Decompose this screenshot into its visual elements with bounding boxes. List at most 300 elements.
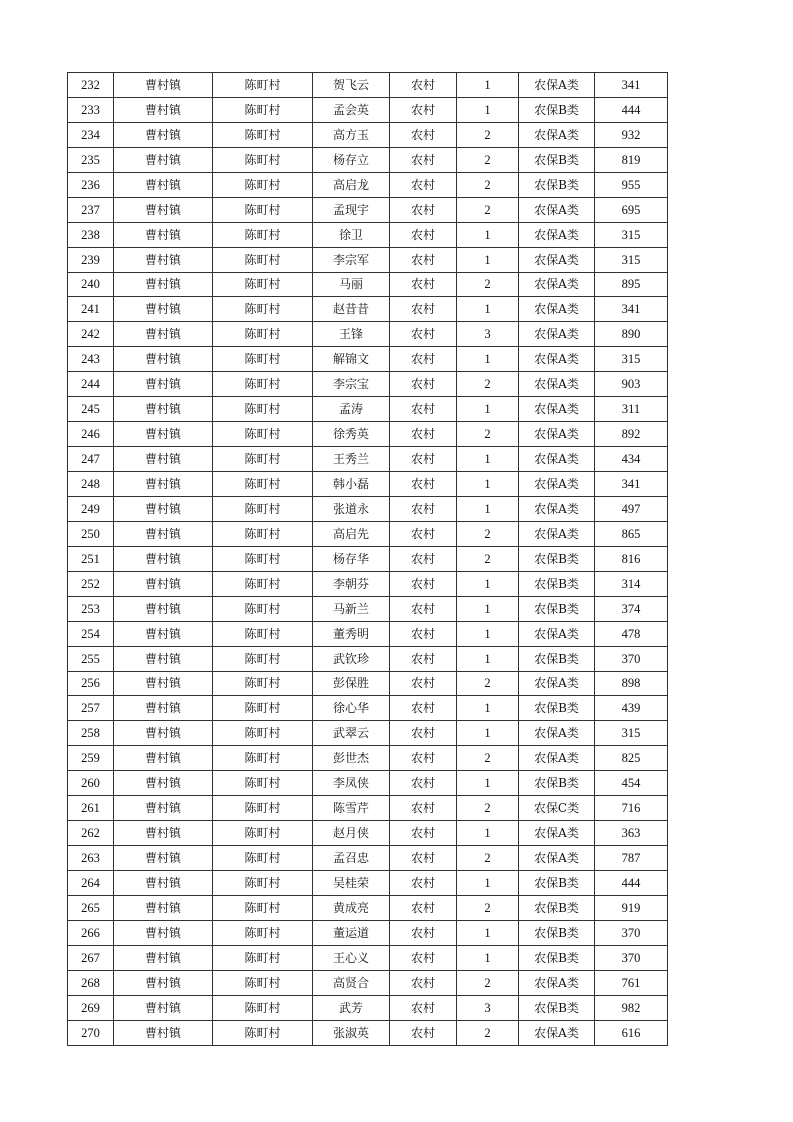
table-row	[68, 397, 668, 422]
cell-category: 农保A类	[519, 272, 595, 297]
cell-area-type: 农村	[390, 347, 457, 372]
cell-no: 241	[68, 297, 114, 322]
cell-count: 1	[457, 222, 519, 247]
cell-town: 曹村镇	[114, 571, 213, 596]
cell-no: 240	[68, 272, 114, 297]
cell-name: 陈雪芹	[313, 796, 390, 821]
cell-no: 245	[68, 397, 114, 422]
cell-name: 王秀兰	[313, 447, 390, 472]
cell-count: 1	[457, 297, 519, 322]
table-row	[68, 846, 668, 871]
cell-amount: 919	[595, 895, 668, 920]
cell-category: 农保A类	[519, 970, 595, 995]
cell-no: 270	[68, 1020, 114, 1045]
table-row	[68, 472, 668, 497]
cell-area-type: 农村	[390, 197, 457, 222]
cell-no: 266	[68, 920, 114, 945]
cell-category: 农保A类	[519, 496, 595, 521]
cell-town: 曹村镇	[114, 995, 213, 1020]
cell-name: 李朝芬	[313, 571, 390, 596]
cell-count: 2	[457, 272, 519, 297]
cell-no: 253	[68, 596, 114, 621]
cell-count: 2	[457, 970, 519, 995]
cell-town: 曹村镇	[114, 671, 213, 696]
cell-village: 陈町村	[213, 821, 313, 846]
cell-town: 曹村镇	[114, 621, 213, 646]
cell-no: 236	[68, 172, 114, 197]
cell-amount: 895	[595, 272, 668, 297]
cell-village: 陈町村	[213, 920, 313, 945]
cell-village: 陈町村	[213, 73, 313, 98]
cell-amount: 341	[595, 73, 668, 98]
cell-village: 陈町村	[213, 297, 313, 322]
cell-village: 陈町村	[213, 945, 313, 970]
cell-village: 陈町村	[213, 970, 313, 995]
cell-name: 马新兰	[313, 596, 390, 621]
cell-category: 农保A类	[519, 197, 595, 222]
cell-village: 陈町村	[213, 97, 313, 122]
cell-count: 1	[457, 496, 519, 521]
cell-area-type: 农村	[390, 596, 457, 621]
cell-area-type: 农村	[390, 472, 457, 497]
cell-category: 农保A类	[519, 821, 595, 846]
table-row	[68, 571, 668, 596]
cell-category: 农保A类	[519, 372, 595, 397]
cell-village: 陈町村	[213, 596, 313, 621]
table-row	[68, 920, 668, 945]
cell-count: 1	[457, 447, 519, 472]
cell-count: 1	[457, 397, 519, 422]
cell-area-type: 农村	[390, 1020, 457, 1045]
cell-town: 曹村镇	[114, 771, 213, 796]
cell-town: 曹村镇	[114, 422, 213, 447]
cell-no: 267	[68, 945, 114, 970]
cell-village: 陈町村	[213, 671, 313, 696]
cell-village: 陈町村	[213, 571, 313, 596]
cell-no: 238	[68, 222, 114, 247]
cell-area-type: 农村	[390, 970, 457, 995]
cell-amount: 363	[595, 821, 668, 846]
table-row	[68, 172, 668, 197]
cell-name: 李凤侠	[313, 771, 390, 796]
cell-amount: 819	[595, 147, 668, 172]
cell-area-type: 农村	[390, 122, 457, 147]
cell-count: 1	[457, 97, 519, 122]
cell-name: 解锦文	[313, 347, 390, 372]
cell-name: 韩小磊	[313, 472, 390, 497]
cell-amount: 315	[595, 347, 668, 372]
cell-town: 曹村镇	[114, 97, 213, 122]
cell-amount: 892	[595, 422, 668, 447]
cell-amount: 315	[595, 247, 668, 272]
cell-name: 徐心华	[313, 696, 390, 721]
cell-name: 孟涛	[313, 397, 390, 422]
cell-name: 王锋	[313, 322, 390, 347]
cell-amount: 434	[595, 447, 668, 472]
cell-count: 1	[457, 347, 519, 372]
cell-town: 曹村镇	[114, 73, 213, 98]
cell-no: 239	[68, 247, 114, 272]
cell-area-type: 农村	[390, 272, 457, 297]
cell-category: 农保A类	[519, 247, 595, 272]
cell-amount: 903	[595, 372, 668, 397]
cell-amount: 890	[595, 322, 668, 347]
cell-amount: 444	[595, 97, 668, 122]
cell-no: 258	[68, 721, 114, 746]
cell-amount: 695	[595, 197, 668, 222]
cell-town: 曹村镇	[114, 147, 213, 172]
cell-town: 曹村镇	[114, 646, 213, 671]
cell-village: 陈町村	[213, 372, 313, 397]
cell-town: 曹村镇	[114, 945, 213, 970]
cell-amount: 311	[595, 397, 668, 422]
cell-town: 曹村镇	[114, 347, 213, 372]
cell-category: 农保A类	[519, 746, 595, 771]
cell-amount: 454	[595, 771, 668, 796]
cell-amount: 816	[595, 546, 668, 571]
cell-village: 陈町村	[213, 621, 313, 646]
cell-no: 261	[68, 796, 114, 821]
cell-name: 高贤合	[313, 970, 390, 995]
cell-name: 张淑英	[313, 1020, 390, 1045]
table-row	[68, 322, 668, 347]
cell-town: 曹村镇	[114, 122, 213, 147]
table-row	[68, 796, 668, 821]
cell-count: 1	[457, 771, 519, 796]
cell-name: 高方玉	[313, 122, 390, 147]
cell-area-type: 农村	[390, 671, 457, 696]
cell-no: 250	[68, 521, 114, 546]
cell-village: 陈町村	[213, 995, 313, 1020]
cell-count: 2	[457, 422, 519, 447]
cell-village: 陈町村	[213, 771, 313, 796]
cell-area-type: 农村	[390, 846, 457, 871]
cell-category: 农保B类	[519, 895, 595, 920]
cell-amount: 341	[595, 472, 668, 497]
cell-count: 2	[457, 122, 519, 147]
cell-category: 农保B类	[519, 920, 595, 945]
cell-area-type: 农村	[390, 521, 457, 546]
table-row	[68, 521, 668, 546]
cell-area-type: 农村	[390, 571, 457, 596]
cell-category: 农保A类	[519, 73, 595, 98]
cell-count: 1	[457, 871, 519, 896]
cell-category: 农保B类	[519, 172, 595, 197]
table-row	[68, 496, 668, 521]
cell-village: 陈町村	[213, 846, 313, 871]
cell-amount: 370	[595, 646, 668, 671]
table-row	[68, 1020, 668, 1045]
table-row	[68, 621, 668, 646]
cell-category: 农保B类	[519, 596, 595, 621]
table-row	[68, 372, 668, 397]
cell-name: 徐秀英	[313, 422, 390, 447]
cell-count: 1	[457, 73, 519, 98]
table-row	[68, 247, 668, 272]
cell-name: 董运道	[313, 920, 390, 945]
cell-area-type: 农村	[390, 646, 457, 671]
cell-category: 农保B类	[519, 571, 595, 596]
cell-town: 曹村镇	[114, 696, 213, 721]
cell-village: 陈町村	[213, 422, 313, 447]
cell-name: 彭保胜	[313, 671, 390, 696]
cell-town: 曹村镇	[114, 297, 213, 322]
cell-village: 陈町村	[213, 871, 313, 896]
cell-name: 贺飞云	[313, 73, 390, 98]
table-row	[68, 272, 668, 297]
cell-village: 陈町村	[213, 447, 313, 472]
cell-count: 1	[457, 472, 519, 497]
cell-category: 农保B类	[519, 646, 595, 671]
table-row	[68, 222, 668, 247]
cell-village: 陈町村	[213, 721, 313, 746]
cell-town: 曹村镇	[114, 871, 213, 896]
cell-no: 232	[68, 73, 114, 98]
table-row	[68, 871, 668, 896]
cell-no: 242	[68, 322, 114, 347]
cell-area-type: 农村	[390, 422, 457, 447]
cell-area-type: 农村	[390, 895, 457, 920]
cell-amount: 761	[595, 970, 668, 995]
cell-name: 王心义	[313, 945, 390, 970]
cell-town: 曹村镇	[114, 596, 213, 621]
table-row	[68, 995, 668, 1020]
cell-category: 农保A类	[519, 422, 595, 447]
cell-count: 2	[457, 796, 519, 821]
table-row	[68, 895, 668, 920]
cell-amount: 865	[595, 521, 668, 546]
cell-no: 265	[68, 895, 114, 920]
table-row	[68, 696, 668, 721]
table-row	[68, 821, 668, 846]
cell-area-type: 农村	[390, 97, 457, 122]
cell-category: 农保A类	[519, 671, 595, 696]
cell-count: 1	[457, 821, 519, 846]
cell-name: 董秀明	[313, 621, 390, 646]
cell-amount: 370	[595, 945, 668, 970]
cell-village: 陈町村	[213, 496, 313, 521]
cell-category: 农保A类	[519, 521, 595, 546]
cell-area-type: 农村	[390, 546, 457, 571]
cell-village: 陈町村	[213, 122, 313, 147]
cell-count: 2	[457, 172, 519, 197]
table-row	[68, 671, 668, 696]
cell-area-type: 农村	[390, 73, 457, 98]
table-row	[68, 646, 668, 671]
cell-count: 2	[457, 746, 519, 771]
cell-category: 农保A类	[519, 447, 595, 472]
cell-name: 赵月侠	[313, 821, 390, 846]
cell-count: 1	[457, 646, 519, 671]
cell-amount: 955	[595, 172, 668, 197]
cell-amount: 478	[595, 621, 668, 646]
cell-town: 曹村镇	[114, 821, 213, 846]
cell-no: 260	[68, 771, 114, 796]
cell-village: 陈町村	[213, 1020, 313, 1045]
table-row	[68, 347, 668, 372]
cell-no: 256	[68, 671, 114, 696]
cell-category: 农保A类	[519, 222, 595, 247]
cell-area-type: 农村	[390, 721, 457, 746]
cell-village: 陈町村	[213, 895, 313, 920]
cell-count: 1	[457, 596, 519, 621]
cell-town: 曹村镇	[114, 172, 213, 197]
cell-name: 徐卫	[313, 222, 390, 247]
cell-town: 曹村镇	[114, 472, 213, 497]
cell-town: 曹村镇	[114, 197, 213, 222]
cell-no: 234	[68, 122, 114, 147]
cell-no: 251	[68, 546, 114, 571]
cell-amount: 825	[595, 746, 668, 771]
cell-count: 2	[457, 546, 519, 571]
cell-town: 曹村镇	[114, 322, 213, 347]
cell-area-type: 农村	[390, 920, 457, 945]
cell-amount: 787	[595, 846, 668, 871]
cell-name: 武翠云	[313, 721, 390, 746]
cell-no: 264	[68, 871, 114, 896]
cell-amount: 370	[595, 920, 668, 945]
cell-village: 陈町村	[213, 397, 313, 422]
cell-count: 2	[457, 521, 519, 546]
cell-area-type: 农村	[390, 821, 457, 846]
cell-count: 2	[457, 895, 519, 920]
cell-category: 农保B类	[519, 696, 595, 721]
cell-village: 陈町村	[213, 646, 313, 671]
cell-amount: 444	[595, 871, 668, 896]
cell-no: 249	[68, 496, 114, 521]
cell-name: 黄成亮	[313, 895, 390, 920]
cell-village: 陈町村	[213, 172, 313, 197]
cell-village: 陈町村	[213, 197, 313, 222]
cell-village: 陈町村	[213, 247, 313, 272]
cell-no: 257	[68, 696, 114, 721]
cell-no: 244	[68, 372, 114, 397]
table-row	[68, 197, 668, 222]
cell-town: 曹村镇	[114, 247, 213, 272]
table-row	[68, 596, 668, 621]
cell-no: 243	[68, 347, 114, 372]
cell-amount: 315	[595, 721, 668, 746]
cell-amount: 616	[595, 1020, 668, 1045]
cell-town: 曹村镇	[114, 746, 213, 771]
table-row	[68, 970, 668, 995]
cell-count: 2	[457, 1020, 519, 1045]
cell-category: 农保A类	[519, 397, 595, 422]
cell-village: 陈町村	[213, 472, 313, 497]
cell-no: 269	[68, 995, 114, 1020]
cell-no: 235	[68, 147, 114, 172]
cell-category: 农保A类	[519, 846, 595, 871]
cell-category: 农保A类	[519, 1020, 595, 1045]
cell-count: 1	[457, 920, 519, 945]
cell-no: 263	[68, 846, 114, 871]
cell-name: 彭世杰	[313, 746, 390, 771]
cell-amount: 341	[595, 297, 668, 322]
table-row	[68, 746, 668, 771]
cell-name: 杨存华	[313, 546, 390, 571]
cell-category: 农保A类	[519, 322, 595, 347]
table-body	[68, 73, 668, 1046]
cell-amount: 898	[595, 671, 668, 696]
cell-count: 1	[457, 721, 519, 746]
cell-village: 陈町村	[213, 546, 313, 571]
cell-category: 农保A类	[519, 472, 595, 497]
cell-count: 2	[457, 197, 519, 222]
table-row	[68, 771, 668, 796]
cell-count: 1	[457, 945, 519, 970]
cell-name: 李宗宝	[313, 372, 390, 397]
cell-village: 陈町村	[213, 796, 313, 821]
cell-count: 3	[457, 322, 519, 347]
cell-no: 255	[68, 646, 114, 671]
cell-area-type: 农村	[390, 496, 457, 521]
cell-no: 254	[68, 621, 114, 646]
cell-category: 农保B类	[519, 97, 595, 122]
cell-no: 237	[68, 197, 114, 222]
cell-count: 1	[457, 621, 519, 646]
cell-area-type: 农村	[390, 172, 457, 197]
cell-amount: 716	[595, 796, 668, 821]
cell-area-type: 农村	[390, 796, 457, 821]
cell-count: 2	[457, 147, 519, 172]
table-row	[68, 147, 668, 172]
table-row	[68, 122, 668, 147]
cell-town: 曹村镇	[114, 521, 213, 546]
cell-count: 2	[457, 846, 519, 871]
beneficiary-table	[67, 72, 668, 1046]
cell-name: 杨存立	[313, 147, 390, 172]
cell-name: 高启龙	[313, 172, 390, 197]
cell-no: 233	[68, 97, 114, 122]
cell-no: 268	[68, 970, 114, 995]
cell-no: 259	[68, 746, 114, 771]
cell-count: 1	[457, 247, 519, 272]
cell-name: 孟会英	[313, 97, 390, 122]
cell-name: 武芳	[313, 995, 390, 1020]
cell-village: 陈町村	[213, 272, 313, 297]
cell-town: 曹村镇	[114, 920, 213, 945]
cell-no: 262	[68, 821, 114, 846]
cell-village: 陈町村	[213, 521, 313, 546]
cell-no: 252	[68, 571, 114, 596]
cell-name: 高启先	[313, 521, 390, 546]
cell-amount: 982	[595, 995, 668, 1020]
cell-amount: 932	[595, 122, 668, 147]
cell-name: 武钦珍	[313, 646, 390, 671]
cell-category: 农保B类	[519, 147, 595, 172]
cell-town: 曹村镇	[114, 895, 213, 920]
cell-town: 曹村镇	[114, 721, 213, 746]
cell-town: 曹村镇	[114, 970, 213, 995]
cell-village: 陈町村	[213, 322, 313, 347]
cell-village: 陈町村	[213, 746, 313, 771]
cell-name: 马丽	[313, 272, 390, 297]
cell-count: 1	[457, 696, 519, 721]
cell-village: 陈町村	[213, 347, 313, 372]
cell-category: 农保A类	[519, 297, 595, 322]
cell-count: 2	[457, 671, 519, 696]
cell-town: 曹村镇	[114, 222, 213, 247]
table-row	[68, 721, 668, 746]
cell-category: 农保A类	[519, 721, 595, 746]
cell-amount: 439	[595, 696, 668, 721]
cell-name: 李宗军	[313, 247, 390, 272]
cell-area-type: 农村	[390, 871, 457, 896]
cell-area-type: 农村	[390, 297, 457, 322]
cell-amount: 315	[595, 222, 668, 247]
table-row	[68, 422, 668, 447]
cell-village: 陈町村	[213, 222, 313, 247]
